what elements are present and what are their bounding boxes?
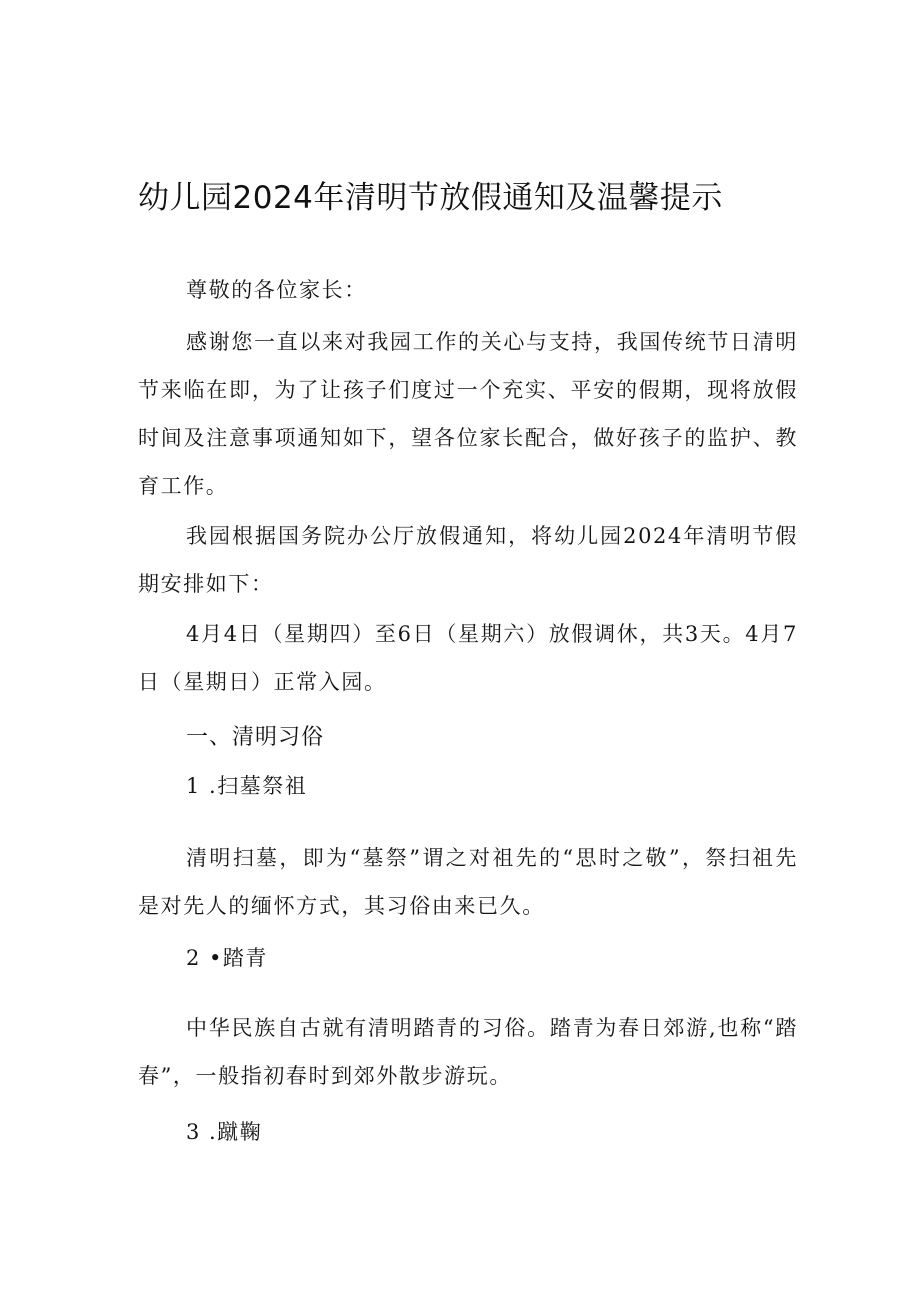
section-heading: 一、清明习俗 [186, 725, 325, 750]
document-title: 幼儿园2024年清明节放假通知及温馨提示 [138, 180, 723, 216]
custom-text-1: 清明扫墓，即为“墓祭”谓之对祖先的“思时之敬”，祭扫祖先是对先人的缅怀方式，其习俗由来已久。 [138, 846, 798, 918]
schedule-intro-paragraph: 我园根据国务院办公厅放假通知，将幼儿园2024年清明节假期安排如下： [138, 524, 798, 596]
custom-title-3: 3 .蹴鞠 [186, 1120, 263, 1144]
custom-title-1: 1 .扫墓祭祖 [186, 774, 308, 798]
custom-text-2: 中华民族自古就有清明踏青的习俗。踏青为春日郊游,也称“踏春”，一般指初春时到郊外散步游玩。 [138, 1016, 798, 1088]
schedule-paragraph: 4月4日（星期四）至6日（星期六）放假调休，共3天。4月7日（星期日）正常入园。 [138, 622, 798, 694]
greeting: 尊敬的各位家长： [186, 278, 367, 302]
intro-paragraph: 感谢您一直以来对我园工作的关心与支持，我国传统节日清明节来临在即，为了让孩子们度过一个充实、平安的假期，现将放假时间及注意事项通知如下，望各位家长配合，做好孩子的监护、教育工作。 [138, 330, 798, 498]
custom-title-2: 2 •踏青 [186, 946, 268, 970]
